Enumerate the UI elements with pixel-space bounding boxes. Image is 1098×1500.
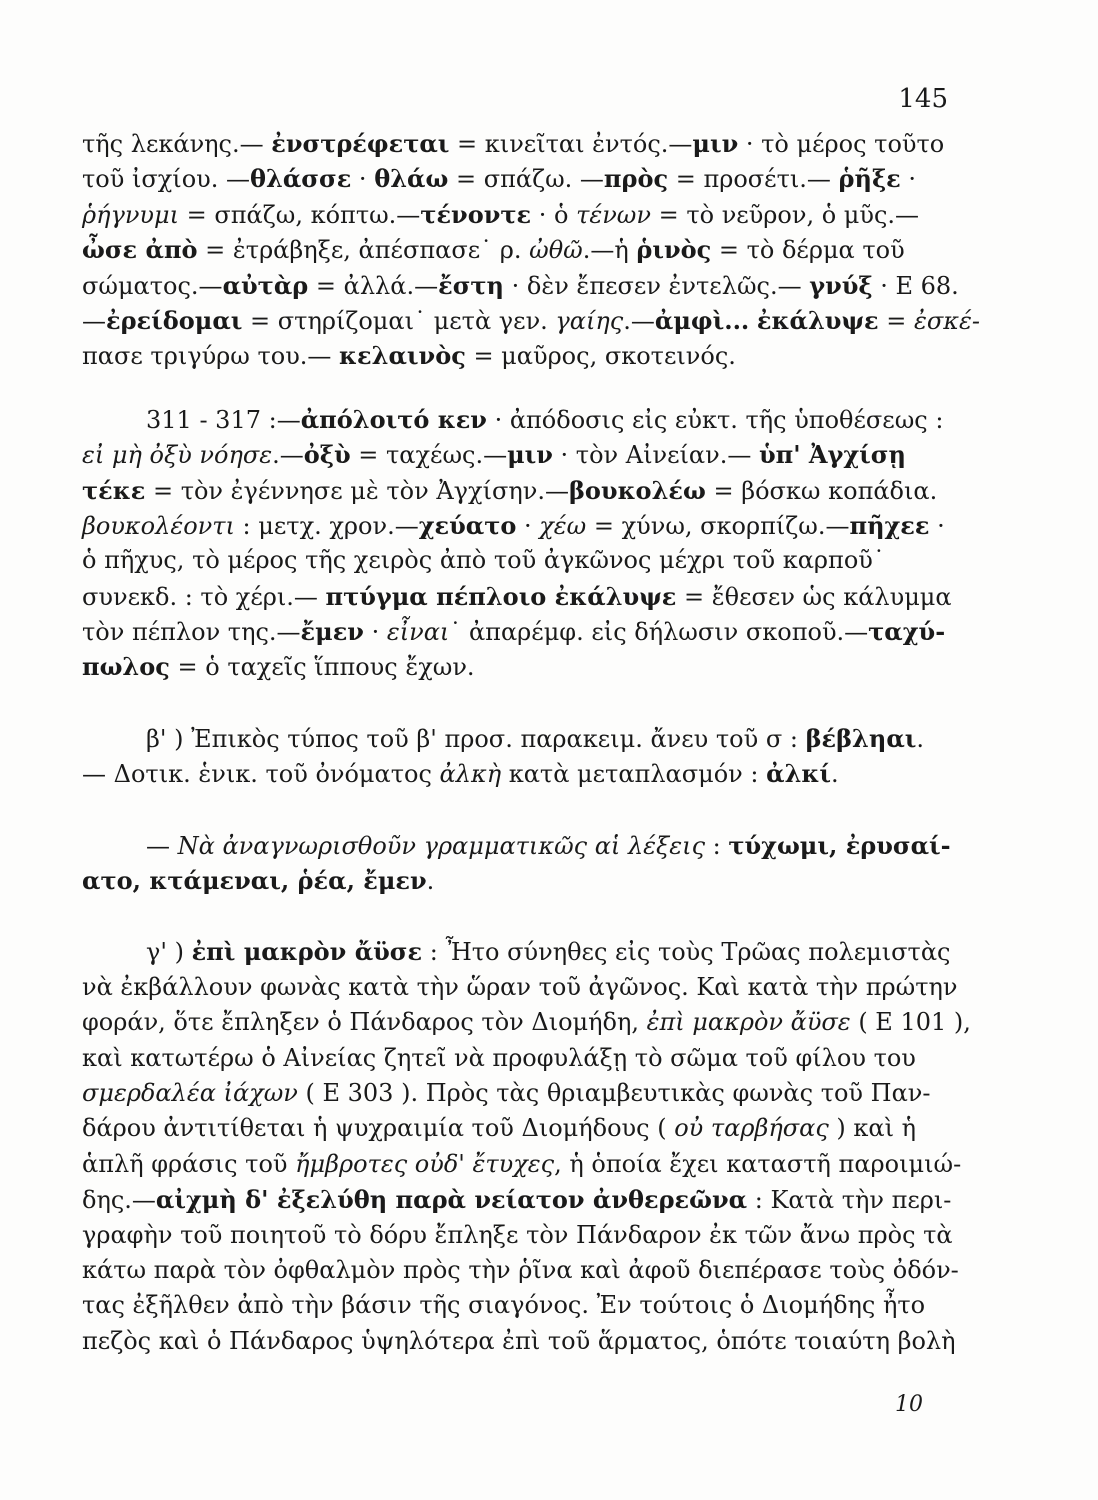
lemma-bold: θλάσσε: [250, 164, 352, 194]
quote-italic: ὠθῶ: [529, 236, 583, 265]
text-span: · ὁ: [531, 200, 577, 229]
text-line: [82, 756, 942, 791]
text-line: [82, 721, 942, 756]
paragraph-gap: [82, 898, 942, 934]
lemma-bold: πρὸς: [603, 164, 669, 194]
quote-italic: ἐπὶ μακρὸν ἄϋσε: [646, 1008, 851, 1037]
quote-italic: βουκολέοντι: [82, 511, 235, 540]
quote-italic: ἐσκέ-: [914, 306, 981, 335]
text-span: ·: [929, 511, 945, 540]
text-span: ἁπλῆ φράσις τοῦ: [82, 1149, 296, 1178]
text-line: [82, 197, 942, 232]
paragraph-gap: [82, 792, 942, 828]
lemma-bold: κελαινὸς: [339, 341, 466, 371]
text-line: [82, 232, 942, 267]
text-span: = ἀλλά.—: [308, 271, 439, 300]
text-span: γ' ): [146, 938, 192, 967]
text-span: = ὁ ταχεῖς ἵππους ἔχων.: [169, 653, 475, 682]
lemma-bold: ῥῆξε: [838, 164, 901, 194]
lemma-bold: ἀπόλοιτό κεν: [300, 404, 487, 434]
text-span: .: [916, 724, 925, 753]
lemma-bold: τύχωμι, ἐρυσαί-: [728, 830, 951, 860]
text-span: ὁ πῆχυς, τὸ μέρος τῆς χειρὸς ἀπὸ τοῦ ἀγκῶνος μέχρι τοῦ καρποῦ˙: [82, 546, 885, 575]
page-number: 145: [898, 84, 948, 114]
text-span: β' ) Ἐπικὸς τύπος τοῦ β' προσ. παρακειμ. ἄνευ τοῦ σ :: [146, 724, 806, 753]
text-line: [82, 579, 952, 614]
text-span: τῆς λεκάνης.—: [82, 130, 272, 158]
lemma-bold: ατο, κτάμεναι, ῥέα, ἔμεν: [82, 866, 427, 896]
lemma-bold: ταχύ-: [868, 617, 946, 647]
signature-mark: 10: [895, 1392, 923, 1417]
commentary-text: [82, 126, 981, 1359]
lemma-bold: τένοντε: [420, 199, 532, 229]
text-line: [82, 1253, 959, 1288]
text-line: [82, 437, 942, 472]
text-span: ˙ ἀπαρέμφ. εἰς δήλωσιν σκοποῦ.—: [449, 618, 869, 647]
text-span: τὸν πέπλον της.—: [82, 618, 301, 647]
lemma-bold: βουκολέω: [568, 475, 706, 505]
quote-italic: εἶναι: [386, 618, 450, 647]
text-span: κάτω παρὰ τὸν ὀφθαλμὸν πρὸς τὴν ῥῖνα καὶ ἀφοῦ διεπέρασε τοὺς ὀδόν-: [82, 1255, 959, 1284]
text-line: [82, 970, 958, 1005]
text-span: .—ἡ: [582, 236, 637, 265]
text-span: : Ἦτο σύνηθες εἰς τοὺς Τρῶας πολεμιστὰς: [422, 938, 951, 967]
text-span: ) καὶ ἡ: [828, 1114, 917, 1143]
text-span: · τὸ μέρος τοῦτο: [738, 130, 945, 158]
text-span: ·: [900, 165, 917, 194]
text-span: .—: [623, 306, 655, 335]
text-span: πασε τριγύρω του.—: [82, 342, 340, 371]
lemma-bold: ἐρείδομαι: [106, 305, 243, 335]
lemma-bold: ῥινὸς: [636, 235, 712, 265]
lemma-bold: ὦσε ἀπὸ: [82, 235, 198, 265]
text-line: [82, 473, 942, 508]
paragraph-gap: [82, 685, 942, 721]
text-span: = ἐτράβηξε, ἀπέσπασε˙ ρ.: [197, 236, 530, 265]
text-span: · τὸν Αἰνείαν.—: [552, 441, 759, 470]
lemma-bold: μιν: [692, 129, 739, 158]
lemma-bold: ἐκάλυψε: [756, 305, 879, 335]
quote-italic: τένων: [576, 200, 651, 229]
text-span: = τὸ νεῦρον, ὁ μῦς.—: [650, 200, 920, 229]
text-span: [749, 307, 757, 335]
lemma-bold: μιν: [507, 440, 553, 470]
text-span: δης.—: [82, 1186, 156, 1215]
text-span: .: [831, 760, 839, 789]
text-span: = μαῦρος, σκοτεινός.: [465, 342, 736, 371]
text-span: , ἡ ὁποία ἔχει καταστῆ παροιμιώ-: [554, 1149, 962, 1178]
lemma-bold: γνύξ: [809, 270, 873, 300]
text-line: [82, 402, 942, 437]
text-span: = ταχέως.—: [350, 441, 508, 470]
text-span: = προσέτι.—: [668, 165, 839, 194]
text-span: συνεκδ. : τὸ χέρι.—: [82, 582, 326, 611]
lemma-bold: βέβληαι: [805, 723, 917, 753]
quote-italic: οὐ ταρβήσας: [674, 1114, 829, 1143]
quote-italic: ἀλκὴ: [439, 760, 502, 789]
text-line: [82, 649, 942, 684]
text-span: = βόσκω κοπάδια.: [705, 476, 938, 505]
text-span: σώματος.—: [82, 271, 223, 300]
text-line: [82, 1041, 942, 1076]
lemma-bold: θλάω: [374, 164, 449, 194]
text-span: φοράν, ὅτε ἔπληξεν ὁ Πάνδαρος τὸν Διομήδη,: [82, 1008, 647, 1037]
text-line: [82, 543, 942, 578]
lemma-bold: πτύγμα πέπλοιο ἐκάλυψε: [325, 581, 677, 611]
quote-italic: ῥήγνυμι: [82, 200, 180, 229]
text-span: ·: [351, 165, 375, 194]
text-line: [82, 1182, 952, 1217]
quote-italic: εἰ μὴ ὀξὺ νόησε: [82, 441, 273, 470]
text-span: = τὸν ἐγέννησε μὲ τὸν Ἀγχίσην.—: [145, 476, 569, 505]
text-line: [82, 508, 945, 543]
text-span: = χύνω, σκορπίζω.—: [586, 511, 850, 540]
text-line: [82, 338, 942, 373]
text-span: · δὲν ἔπεσεν ἐντελῶς.—: [504, 271, 810, 300]
text-line: [82, 1005, 971, 1040]
lemma-bold: ἀμφὶ...: [654, 305, 750, 335]
text-span: —: [82, 306, 106, 335]
text-span: .—: [272, 441, 304, 470]
text-span: τοῦ ἰσχίου. —: [82, 165, 250, 194]
lemma-bold: αὐτὰρ: [222, 270, 309, 300]
lemma-bold: χεύατο: [418, 510, 517, 540]
lemma-bold: ἐνστρέφεται: [271, 129, 450, 158]
lemma-bold: αἰχμὴ δ' ἐξελύθη παρὰ νείατον ἀνθερεῶνα: [155, 1185, 748, 1215]
quote-italic: σμερδαλέα ἰάχων: [82, 1078, 298, 1107]
text-span: = ἔθεσεν ὡς κάλυμμα: [676, 582, 952, 611]
quote-italic: χέω: [539, 511, 587, 540]
text-span: νὰ ἐκβάλλουν φωνὰς κατὰ τὴν ὥραν τοῦ ἀγῶνος. Καὶ κατὰ τὴν πρώτην: [82, 972, 958, 1001]
text-span: · ἀπόδοσις εἰς εὐκτ. τῆς ὑποθέσεως :: [486, 405, 944, 434]
text-line: [82, 828, 951, 863]
text-span: = τὸ δέρμα τοῦ: [711, 236, 905, 265]
quote-italic: Νὰ ἀναγνωρισθοῦν γραμματικῶς αἱ λέξεις: [177, 831, 706, 860]
lemma-bold: ἔστη: [438, 270, 504, 300]
text-span: —: [146, 831, 178, 860]
text-span: =: [878, 306, 915, 335]
text-span: ·: [516, 511, 540, 540]
text-span: : μετχ. χρον.—: [234, 511, 419, 540]
lemma-bold: τέκε: [82, 475, 146, 505]
text-span: τας ἐξῆλθεν ἀπὸ τὴν βάσιν τῆς σιαγόνος. Ἐν τούτοις ὁ Διομήδης ἦτο: [82, 1291, 926, 1320]
text-span: : Κατὰ τὴν περι-: [747, 1186, 952, 1215]
lemma-bold: ἀλκί: [766, 759, 832, 789]
text-line: [82, 126, 945, 161]
text-span: = κινεῖται ἐντός.—: [449, 130, 693, 158]
lemma-bold: πωλος: [82, 652, 170, 682]
text-span: = στηρίζομαι˙ μετὰ γεν.: [242, 306, 556, 335]
text-line: [82, 303, 981, 338]
text-line: [82, 1324, 956, 1359]
quote-italic: γαίης: [555, 306, 624, 335]
text-line: [82, 268, 959, 303]
text-span: γραφὴν τοῦ ποιητοῦ τὸ δόρυ ἔπληξε τὸν Πάνδαρον ἐκ τῶν ἄνω πρὸς τὰ: [82, 1220, 953, 1249]
text-span: = σπάζω, κόπτω.—: [179, 200, 421, 229]
text-span: 311 - 317 :—: [146, 405, 301, 434]
text-line: [82, 863, 942, 898]
text-line: [82, 934, 951, 969]
lemma-bold: ἐπὶ μακρὸν ἄϋσε: [191, 937, 423, 967]
text-span: ( Ε 303 ). Πρὸς τὰς θριαμβευτικὰς φωνὰς τοῦ Παν-: [297, 1078, 931, 1107]
lemma-bold: ὀξὺ: [303, 440, 351, 470]
text-line: [82, 1111, 942, 1146]
text-line: [82, 1288, 942, 1323]
quote-italic: ἤμβροτες οὐδ' ἔτυχες: [295, 1149, 555, 1178]
text-span: καὶ κατωτέρω ὁ Αἰνείας ζητεῖ νὰ προφυλάξῃ τὸ σῶμα τοῦ φίλου του: [82, 1043, 916, 1072]
text-span: — Δοτικ. ἑνικ. τοῦ ὀνόματος: [82, 760, 440, 789]
text-span: .: [426, 867, 435, 896]
text-line: [82, 1076, 942, 1111]
lemma-bold: ὑπ' Ἀγχίσῃ: [758, 440, 906, 470]
paragraph-gap: [82, 374, 942, 402]
lemma-bold: πῆχεε: [849, 510, 930, 540]
text-span: · Ε 68.: [872, 271, 959, 300]
text-line: [82, 161, 942, 196]
text-span: δάρου ἀντιτίθεται ἡ ψυχραιμία τοῦ Διομήδους (: [82, 1114, 675, 1143]
text-line: [82, 1147, 962, 1182]
text-span: κατὰ μεταπλασμόν :: [501, 760, 767, 789]
text-span: :: [705, 831, 729, 860]
text-line: [82, 1218, 953, 1253]
text-span: πεζὸς καὶ ὁ Πάνδαρος ὑψηλότερα ἐπὶ τοῦ ἅρματος, ὁπότε τοιαύτη βολὴ: [82, 1326, 956, 1355]
text-span: = σπάζω. —: [448, 165, 604, 194]
text-line: [82, 614, 946, 649]
lemma-bold: ἔμεν: [300, 617, 364, 647]
text-span: ( Ε 101 ),: [850, 1008, 971, 1037]
text-span: ·: [363, 618, 387, 647]
